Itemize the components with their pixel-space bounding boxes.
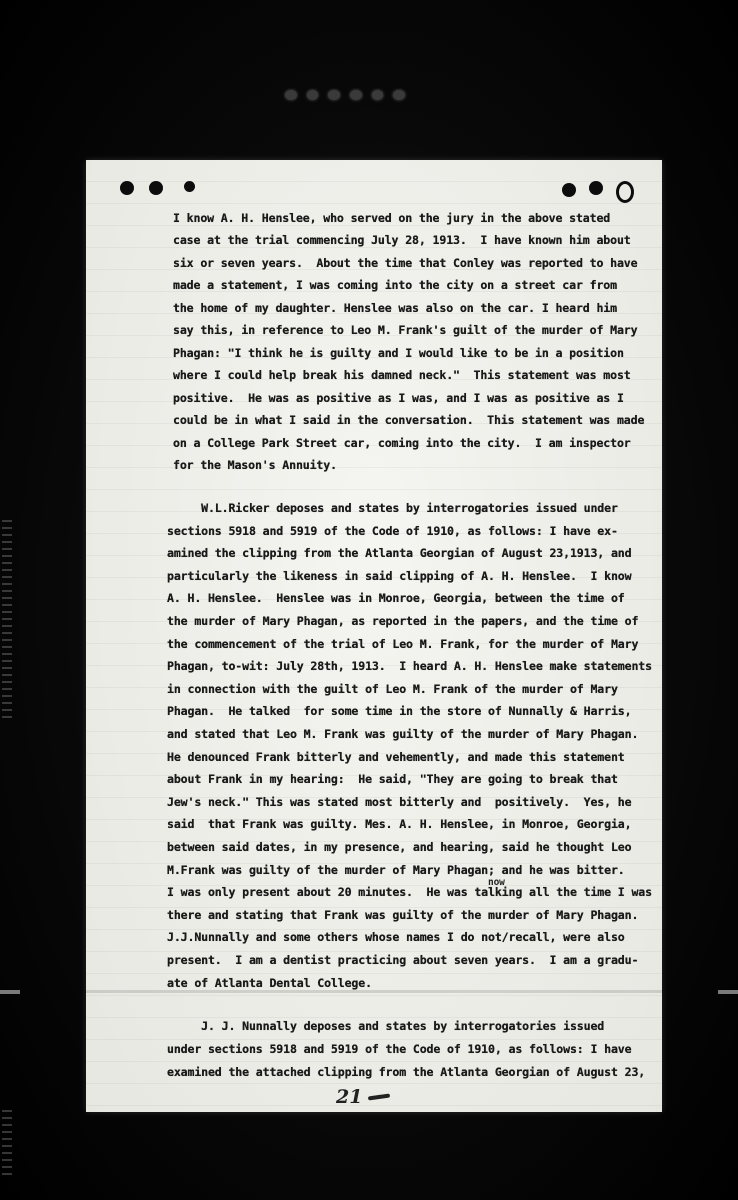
nunnally-statement-line: J. J. Nunnally deposes and states by interrogatories issued — [167, 1019, 605, 1033]
henslee-statement-line: on a College Park Street car, coming into the city. I am inspector — [173, 435, 631, 450]
film-punch-hole — [393, 90, 405, 100]
ricker-statement-line: there and stating that Frank was guilty of the murder of Mary Phagan. — [167, 907, 639, 922]
ricker-statement-line: about Frank in my hearing: He said, "They are going to break that — [167, 772, 618, 787]
film-punch-hole — [285, 90, 297, 100]
ricker-statement-line: and stated that Leo M. Frank was guilty of the murder of Mary Phagan. — [167, 727, 639, 741]
ricker-statement-line: present. I am a dentist practicing about seven years. I am a gradu- — [167, 953, 639, 967]
ricker-statement-line: the commencement of the trial of Leo M. Frank, for the murder of Mary — [167, 636, 639, 651]
henslee-statement-line: could be in what I said in the conversation. This statement was made — [173, 413, 645, 428]
ricker-statement-line: M.Frank was guilty of the murder of Mary Phagan; and he was bitter. — [167, 862, 625, 877]
ricker-statement-line: W.L.Ricker deposes and states by interrogatories issued under — [167, 501, 618, 515]
ricker-statement-line: J.J.Nunnally and some others whose names I do not/recall, were also — [167, 930, 625, 945]
nunnally-statement-line: examined the attached clipping from the Atlanta Georgian of August 23, — [167, 1065, 646, 1079]
henslee-statement-line: Phagan: "I think he is guilty and I would like to be in a position — [173, 345, 624, 360]
film-punch-marks — [285, 88, 405, 102]
film-scan-line — [0, 990, 20, 994]
ricker-statement-line: amined the clipping from the Atlanta Georgian of August 23,1913, and — [167, 546, 632, 561]
henslee-statement-line: say this, in reference to Leo M. Frank's guilt of the murder of Mary — [173, 323, 638, 338]
ricker-statement-line: ate of Atlanta Dental College. — [167, 975, 372, 990]
film-edge-noise — [2, 1110, 12, 1180]
ricker-statement-line: between said dates, in my presence, and hearing, said he thought Leo — [167, 840, 632, 854]
henslee-statement-line: made a statement, I was coming into the city on a street car from — [173, 278, 617, 293]
page-number: 21 — [336, 1086, 363, 1108]
henslee-statement-line: six or seven years. About the time that Conley was reported to have — [173, 255, 638, 270]
film-punch-hole — [328, 90, 340, 100]
ricker-statement-line: Phagan. He talked for some time in the store of Nunnally & Harris, — [167, 704, 632, 719]
nunnally-statement-line: under sections 5918 and 5919 of the Code of 1910, as follows: I have — [167, 1042, 632, 1056]
ricker-statement-line: the murder of Mary Phagan, as reported in the papers, and the time of — [167, 614, 639, 628]
ricker-statement-line: in connection with the guilt of Leo M. Frank of the murder of Mary — [167, 681, 618, 696]
ricker-statement-line: A. H. Henslee. Henslee was in Monroe, Georgia, between the time of — [167, 591, 625, 606]
film-punch-hole — [307, 90, 319, 100]
interlinear-insertion: now — [488, 877, 505, 888]
henslee-statement-line: I know A. H. Henslee, who served on the jury in the above stated — [173, 211, 611, 225]
henslee-statement-line: positive. He was as positive as I was, and I was as positive as I — [173, 390, 624, 405]
ricker-statement-line: Jew's neck." This was stated most bitterly and positively. Yes, he — [167, 794, 632, 809]
ricker-statement-line: Phagan, to-wit: July 28th, 1913. I heard A. H. Henslee make statements — [167, 659, 652, 674]
film-scan-line — [718, 990, 738, 994]
typed-text — [86, 160, 662, 1112]
henslee-statement-line: where I could help break his damned neck." This statement was most — [173, 368, 631, 383]
henslee-statement-line: the home of my daughter. Henslee was also on the car. I heard him — [173, 300, 617, 315]
ricker-statement-line: particularly the likeness in said clipping of A. H. Henslee. I know — [167, 568, 632, 583]
henslee-statement-line: for the Mason's Annuity. — [173, 457, 337, 472]
ricker-statement-line: said that Frank was guilty. Mes. A. H. Henslee, in Monroe, Georgia, — [167, 817, 632, 832]
typed-page — [86, 160, 662, 1112]
ricker-statement-line: I was only present about 20 minutes. He was talking all the time I was — [167, 885, 652, 900]
film-edge-noise — [2, 520, 12, 720]
ricker-statement-line: He denounced Frank bitterly and vehemently, and made this statement — [167, 749, 625, 764]
film-punch-hole — [372, 90, 384, 100]
ricker-statement-line: sections 5918 and 5919 of the Code of 1910, as follows: I have ex- — [167, 523, 618, 538]
henslee-statement-line: case at the trial commencing July 28, 1913. I have known him about — [173, 233, 631, 248]
film-punch-hole — [350, 90, 362, 100]
